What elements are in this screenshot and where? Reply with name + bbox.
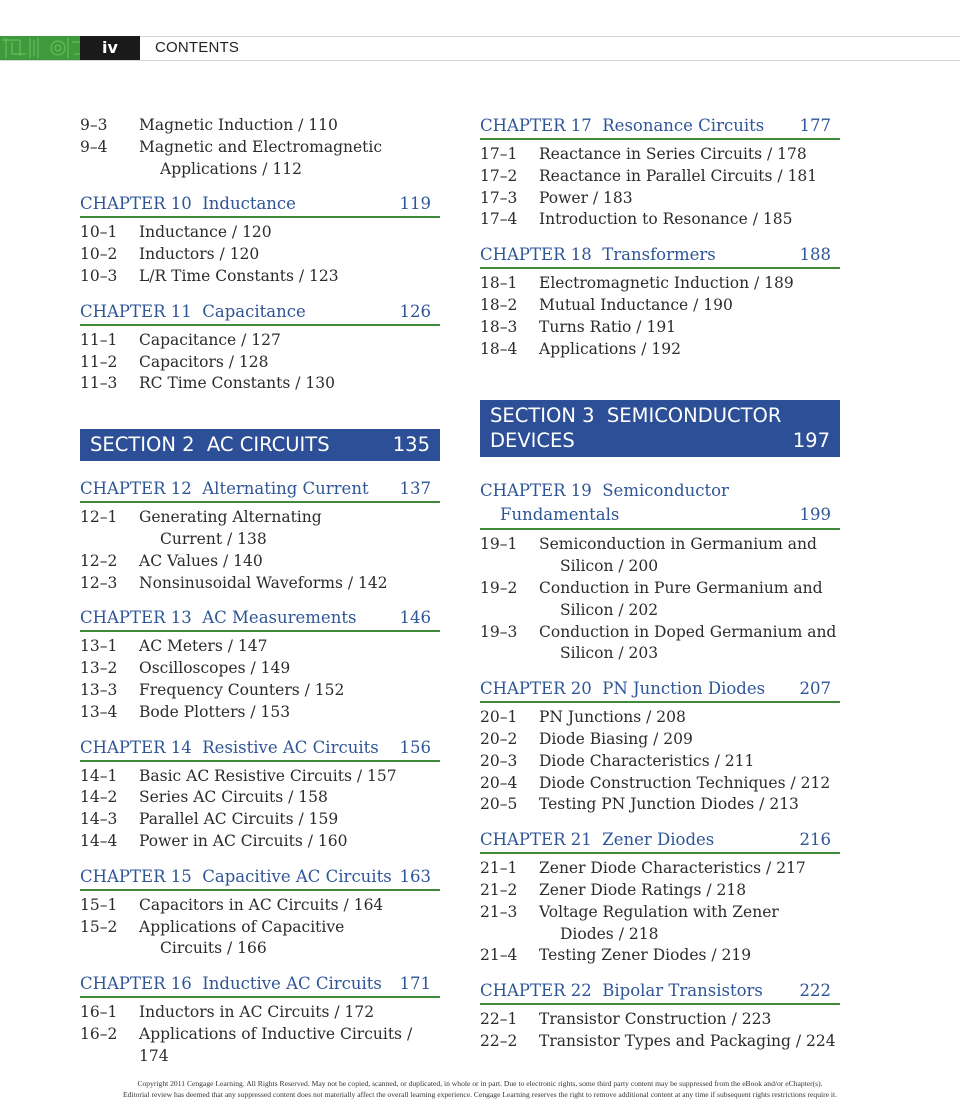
chapter-title: Alternating Current: [202, 479, 369, 499]
toc-entry: [80, 658, 440, 680]
toc-entry: [480, 188, 840, 210]
entry-title: Capacitors / 128: [139, 352, 269, 371]
entry-number: 14–1: [80, 766, 118, 785]
entry-number: 17–2: [480, 166, 518, 185]
entry-number: 13–1: [80, 637, 118, 656]
chapter-label: CHAPTER 13: [80, 608, 192, 628]
entry-number: 17–4: [480, 210, 518, 229]
chapter-title: Resistive AC Circuits: [202, 737, 379, 757]
entry-number: 21–2: [480, 880, 518, 899]
entry-title: Diode Construction Techniques / 212: [539, 773, 831, 792]
chapter-page: 188: [799, 245, 831, 265]
chapter-page: 156: [399, 737, 431, 757]
chapter-label: CHAPTER 21: [480, 830, 592, 850]
chapter-title: Capacitive AC Circuits: [202, 866, 392, 886]
entry-number: 11–2: [80, 352, 118, 371]
chapter-label: CHAPTER 11: [80, 301, 192, 321]
toc-entry: [480, 1009, 840, 1031]
chapter-label: CHAPTER 20: [480, 679, 592, 699]
entry-title: RC Time Constants / 130: [139, 374, 335, 393]
toc-entry: [80, 244, 440, 266]
chapter-label: CHAPTER 12: [80, 479, 192, 499]
entry-title: Basic AC Resistive Circuits / 157: [139, 766, 397, 785]
toc-entry: [80, 895, 440, 917]
chapter-11: [80, 301, 440, 395]
entry-title: Diode Characteristics / 211: [539, 751, 755, 770]
chapter-22: [480, 980, 840, 1053]
toc-entry: [480, 902, 840, 946]
entry-title: AC Values / 140: [139, 551, 263, 570]
toc-entry: [480, 1031, 840, 1053]
entry-number: 21–4: [480, 946, 518, 965]
entry-title: AC Meters / 147: [139, 637, 268, 656]
toc-entry: [80, 266, 440, 288]
page-number: iv: [80, 36, 140, 60]
toc-entry: [480, 317, 840, 339]
toc-entry: [480, 880, 840, 902]
entry-title: Applications of Capacitive: [139, 917, 345, 936]
section-page: 197: [792, 429, 830, 453]
toc-entry: [480, 622, 840, 666]
entry-title: Conduction in Doped Germanium and: [539, 622, 837, 641]
chapter-title: Resonance Circuits: [602, 116, 765, 135]
entry-number: 20–5: [480, 795, 518, 814]
chapter-label: CHAPTER 10: [80, 194, 192, 214]
entry-number: 17–3: [480, 188, 518, 207]
chapter-page: 207: [799, 679, 831, 699]
entry-title: Mutual Inductance / 190: [539, 295, 733, 314]
chapter-page: 216: [799, 830, 831, 850]
toc-entry: [80, 1002, 440, 1024]
chapter-page: 177: [799, 116, 831, 135]
section-title: SECTION 2 AC CIRCUITS: [90, 433, 330, 457]
toc-entry: [480, 751, 840, 773]
entry-title: Turns Ratio / 191: [539, 317, 677, 336]
entry-number: 13–3: [80, 680, 118, 699]
header-rule: [0, 36, 960, 61]
entry-title: Power in AC Circuits / 160: [139, 831, 348, 850]
entry-number: 14–2: [80, 788, 118, 807]
entry-title: Semiconduction in Germanium and: [539, 535, 817, 554]
toc-entry: [80, 1024, 440, 1068]
chapter-page: 171: [399, 974, 431, 994]
toc-entry: [480, 209, 840, 231]
chapter-12: [80, 478, 440, 594]
toc-entry: [480, 794, 840, 816]
entry-title: Capacitance / 127: [139, 330, 281, 349]
toc-entry: [80, 573, 440, 595]
entry-title: Applications of Inductive Circuits / 174: [139, 1024, 413, 1065]
entry-number: 16–1: [80, 1003, 118, 1022]
entry-title: Introduction to Resonance / 185: [539, 210, 793, 229]
toc-entry: [480, 295, 840, 317]
chapter-heading: [480, 678, 840, 703]
toc-entry: [80, 137, 440, 181]
entry-number: 18–4: [480, 339, 518, 358]
chapter-19: [480, 479, 840, 665]
entry-number: 16–2: [80, 1024, 118, 1043]
entry-title: Zener Diode Characteristics / 217: [539, 859, 806, 878]
chapter-title: Inductance: [202, 194, 296, 214]
chapter-heading: [480, 479, 840, 530]
chapter-page: 222: [799, 981, 831, 1001]
entry-title: PN Junctions / 208: [539, 708, 686, 727]
chapter-21: [480, 829, 840, 967]
toc-entry: [80, 551, 440, 573]
entry-title: Conduction in Pure Germanium and: [539, 578, 823, 597]
entry-number: 21–3: [480, 902, 518, 921]
toc-entry: [80, 636, 440, 658]
entry-title-continued: Applications / 112: [160, 159, 302, 178]
entry-number: 13–4: [80, 702, 118, 721]
entry-title: Magnetic and Electromagnetic: [139, 137, 383, 156]
entry-number: 10–1: [80, 223, 118, 242]
chapter-title: Capacitance: [202, 301, 306, 321]
toc-entry: [480, 578, 840, 622]
entry-number: 18–3: [480, 317, 518, 336]
entry-number: 11–1: [80, 330, 118, 349]
entry-number: 15–1: [80, 895, 118, 914]
chapter-heading: [480, 829, 840, 854]
entry-title: Magnetic Induction / 110: [139, 116, 338, 134]
entry-number: 11–3: [80, 374, 118, 393]
toc-entry: [80, 373, 440, 395]
entry-title: Frequency Counters / 152: [139, 680, 345, 699]
toc-entry: [80, 352, 440, 374]
entry-title: Bode Plotters / 153: [139, 702, 291, 721]
chapter-13: [80, 607, 440, 723]
chapter-heading: [80, 737, 440, 762]
entry-number: 19–2: [480, 578, 518, 597]
toc-entry: [480, 707, 840, 729]
toc-entry: [480, 339, 840, 361]
toc-entry: [80, 917, 440, 961]
entry-number: 10–2: [80, 245, 118, 264]
chapter-20: [480, 678, 840, 816]
chapter-label: CHAPTER 16: [80, 974, 192, 994]
entry-title: Oscilloscopes / 149: [139, 659, 291, 678]
entry-number: 20–4: [480, 773, 518, 792]
chapter-title: Inductive AC Circuits: [202, 974, 382, 994]
entry-title: Applications / 192: [539, 339, 681, 358]
toc-entry: [80, 766, 440, 788]
chapter-heading: [80, 607, 440, 632]
entry-title-continued: Silicon / 200: [560, 557, 659, 576]
chapter-title: Bipolar Transistors: [602, 981, 763, 1001]
chapter-heading: [80, 866, 440, 891]
entry-number: 10–3: [80, 266, 118, 285]
chapter-page: 126: [399, 301, 431, 321]
running-head: CONTENTS: [155, 39, 240, 56]
entry-title: Parallel AC Circuits / 159: [139, 810, 339, 829]
chapter-label: CHAPTER 15: [80, 866, 192, 886]
entry-title: Transistor Types and Packaging / 224: [539, 1031, 836, 1050]
chapter-title: Transformers: [602, 245, 716, 265]
chapter-16: [80, 973, 440, 1067]
chapter-title: Zener Diodes: [602, 830, 715, 850]
toc-entry: [80, 222, 440, 244]
chapter-label: CHAPTER 19: [480, 481, 592, 501]
entry-number: 15–2: [80, 917, 118, 936]
toc-entry: [480, 773, 840, 795]
entry-title: Reactance in Parallel Circuits / 181: [539, 166, 818, 185]
chapter-14: [80, 737, 440, 853]
toc-entry: [480, 729, 840, 751]
entry-number: 18–2: [480, 295, 518, 314]
chapter-18: [480, 244, 840, 360]
entry-title: Nonsinusoidal Waveforms / 142: [139, 573, 388, 592]
chapter-label: CHAPTER 18: [480, 245, 592, 265]
entry-title-continued: Silicon / 203: [560, 644, 659, 663]
entry-number: 18–1: [480, 274, 518, 293]
section-title-continued: DEVICES: [490, 429, 575, 453]
entry-title: Testing PN Junction Diodes / 213: [539, 795, 799, 814]
toc-left-column: [80, 115, 440, 1081]
entry-number: 20–3: [480, 751, 518, 770]
entry-number: 20–2: [480, 729, 518, 748]
entry-number: 14–3: [80, 810, 118, 829]
entry-number: 21–1: [480, 859, 518, 878]
entry-number: 17–1: [480, 145, 518, 163]
chapter-page: 146: [399, 608, 431, 628]
entry-title-continued: Circuits / 166: [160, 939, 267, 958]
entry-title-continued: Diodes / 218: [560, 924, 659, 943]
chapter-heading: [480, 115, 840, 140]
toc-entry: [80, 680, 440, 702]
entry-title: Power / 183: [539, 188, 633, 207]
section-page: 135: [392, 433, 430, 457]
toc-right-column: [480, 115, 840, 1066]
entry-title-continued: Silicon / 202: [560, 600, 659, 619]
section-3-heading: [480, 400, 840, 457]
entry-title: Zener Diode Ratings / 218: [539, 880, 747, 899]
chapter-heading: [80, 193, 440, 218]
chapter-page: 163: [399, 866, 431, 886]
chapter-label: CHAPTER 17: [480, 116, 592, 135]
chapter-17: [480, 115, 840, 231]
copyright-line-1: Copyright 2011 Cengage Learning. All Rights Reserved. May not be copied, scanned, or duplicated, in whole or in part. Due to electronic rights, some third party content may be suppressed from the eBook and/or eChapter(s).: [137, 1079, 823, 1088]
copyright-line-2: Editorial review has deemed that any suppressed content does not materially affect the overall learning experience. Cengage Learning reserves the right to remove additional content at any time if subsequent rights restrictions require it.: [122, 1090, 838, 1099]
chapter-title: Semiconductor: [602, 481, 729, 501]
entry-number: 12–1: [80, 508, 118, 527]
chapter-title: AC Measurements: [202, 608, 357, 628]
chapter-heading: [480, 980, 840, 1005]
chapter-label: CHAPTER 14: [80, 737, 192, 757]
entry-number: 9–3: [80, 116, 108, 134]
toc-entry: [80, 702, 440, 724]
toc-continuation: [80, 115, 440, 180]
entry-title: L/R Time Constants / 123: [139, 266, 339, 285]
toc-entry: [80, 787, 440, 809]
entry-number: 19–3: [480, 622, 518, 641]
chapter-heading: [80, 478, 440, 503]
entry-number: 13–2: [80, 659, 118, 678]
toc-entry: [480, 534, 840, 578]
chapter-title-continued: Fundamentals: [500, 505, 620, 525]
entry-number: 22–2: [480, 1031, 518, 1050]
circuit-board-graphic: [0, 36, 80, 60]
entry-title: Diode Biasing / 209: [539, 729, 693, 748]
toc-entry: [80, 115, 440, 137]
entry-number: 22–1: [480, 1010, 518, 1029]
entry-number: 9–4: [80, 137, 108, 156]
toc-entry: [80, 809, 440, 831]
entry-title-continued: Current / 138: [160, 529, 267, 548]
entry-title: Capacitors in AC Circuits / 164: [139, 895, 384, 914]
entry-number: 12–2: [80, 551, 118, 570]
entry-title: Series AC Circuits / 158: [139, 788, 328, 807]
chapter-page: 137: [399, 479, 431, 499]
chapter-title: PN Junction Diodes: [602, 679, 766, 699]
entry-title: Reactance in Series Circuits / 178: [539, 145, 807, 163]
chapter-10: [80, 193, 440, 287]
entry-title: Testing Zener Diodes / 219: [539, 946, 752, 965]
entry-title: Inductors / 120: [139, 245, 260, 264]
toc-entry: [480, 144, 840, 166]
entry-number: 19–1: [480, 535, 518, 554]
entry-number: 14–4: [80, 831, 118, 850]
entry-number: 20–1: [480, 708, 518, 727]
entry-title: Inductors in AC Circuits / 172: [139, 1003, 375, 1022]
copyright-footer: [0, 1078, 960, 1100]
section-title: SECTION 3 SEMICONDUCTOR: [490, 404, 782, 428]
entry-title: Transistor Construction / 223: [539, 1010, 772, 1029]
toc-entry: [80, 831, 440, 853]
chapter-heading: [80, 973, 440, 998]
toc-entry: [480, 273, 840, 295]
toc-entry: [80, 507, 440, 551]
chapter-15: [80, 866, 440, 960]
section-2-heading: [80, 429, 440, 461]
toc-entry: [80, 330, 440, 352]
entry-title: Inductance / 120: [139, 223, 272, 242]
toc-entry: [480, 945, 840, 967]
chapter-heading: [480, 244, 840, 269]
chapter-heading: [80, 301, 440, 326]
toc-entry: [480, 858, 840, 880]
entry-title: Generating Alternating: [139, 508, 322, 527]
chapter-page: 119: [399, 194, 431, 214]
toc-entry: [480, 166, 840, 188]
chapter-label: CHAPTER 22: [480, 981, 592, 1001]
entry-number: 12–3: [80, 573, 118, 592]
entry-title: Voltage Regulation with Zener: [539, 902, 779, 921]
entry-title: Electromagnetic Induction / 189: [539, 274, 794, 293]
chapter-page: 199: [799, 505, 831, 525]
